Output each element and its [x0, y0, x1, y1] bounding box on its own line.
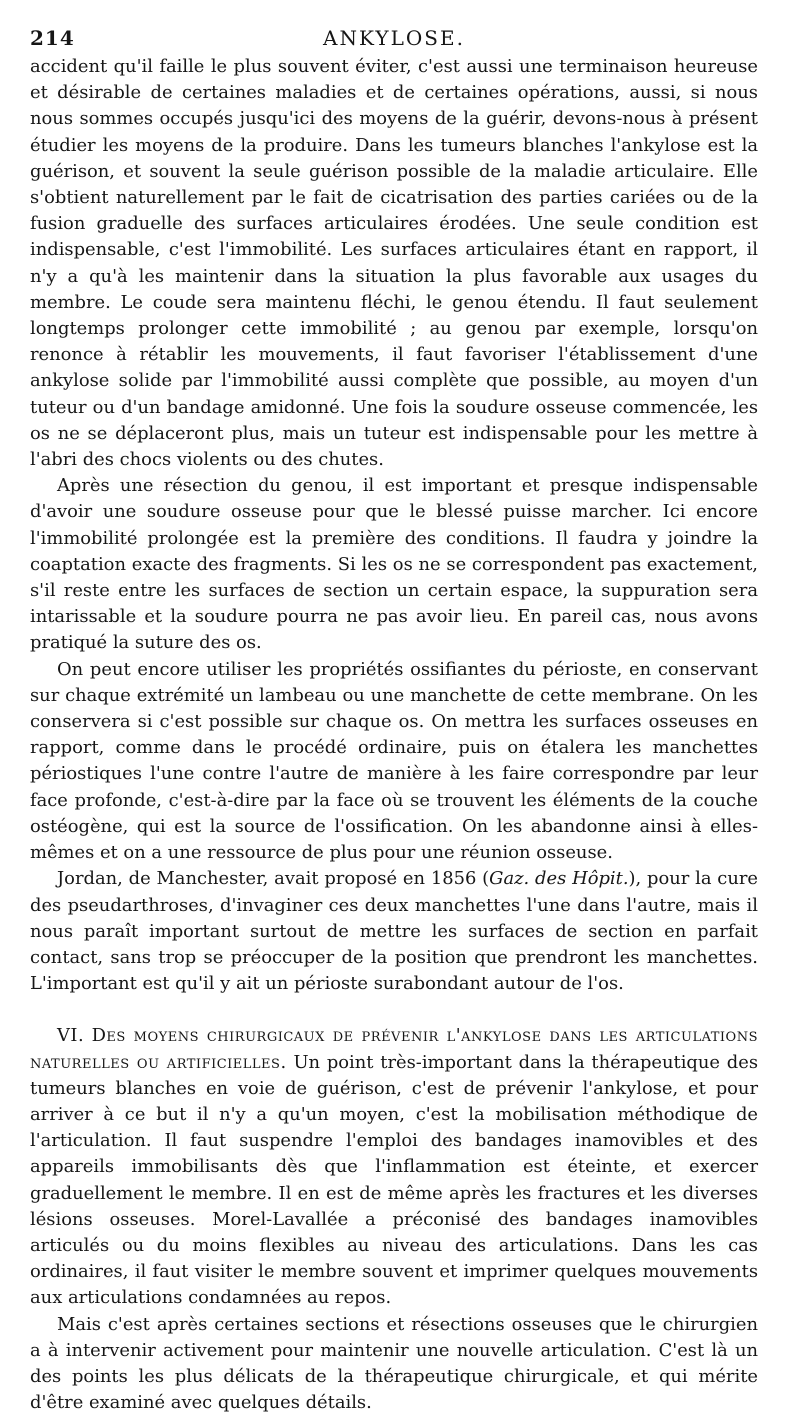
section-number: VI. — [57, 1025, 85, 1047]
section-body: Un point très-important dans la thérapeutique des tumeurs blanches en voie de guérison, c'est de prévenir l'ankylose, et pour arriver à ce but il n'y a qu'un moyen, c'est la mobilisation méthodique de l'articulation. Il faut suspendre l'emploi des bandages inamovibles et des appareils immobilisants dès que l'inflammation est éteinte, et exercer graduellement le membre. Il en est de même après les fractures et les diverses lésions osseuses. Morel-Lavallée a préconisé des bandages inamovibles articulés ou du moins flexibles au niveau des articulations. Dans les cas ordinaires, il faut visiter le membre souvent et imprimer quelques mouvements aux articulations condamnées au repos. — [30, 1051, 759, 1309]
paragraph-resection-genou: Après une résection du genou, il est important et presque indispensable d'avoir une soudure osseuse pour que le blessé puisse marcher. Ici encore l'immobilité prolongée est la première des conditions. Il faudra y joindre la coaptation exacte des fragments. Si les os ne se correspondent pas exactement, s'il reste entre les surfaces de section un certain espace, la suppuration sera intarissable et la soudure pourra ne pas avoir lieu. En pareil cas, nous avons pratiqué la suture des os. — [30, 475, 758, 654]
jordan-text-after: ), pour la cure des pseudarthroses, d'invaginer ces deux manchettes l'une dans l'autre, mais il nous paraît important surtout de mettre les surfaces de section en parfait contact, sans trop se préoccuper de la position que prendront les manchettes. L'important est qu'il y ait un périoste surabondant autour de l'os. — [30, 868, 758, 995]
section-heading: Des moyens chirurgicaux de prévenir l'ankylose dans les articulations naturelles ou artificielles. — [30, 1025, 758, 1073]
jordan-text-before: Jordan, de Manchester, avait proposé en 1856 ( — [57, 868, 490, 890]
section-gap — [30, 997, 758, 1023]
journal-citation: Gaz. des Hôpit. — [489, 868, 629, 890]
paragraph-jordan — [30, 866, 758, 997]
body-text — [30, 54, 758, 1416]
running-head — [30, 22, 758, 52]
paragraph-continued: accident qu'il faille le plus souvent éviter, c'est aussi une terminaison heureuse et désirable de certaines maladies et de certaines opérations, aussi, si nous nous sommes occupés jusqu'ici des moyens de la guérir, devons-nous à présent étudier les moyens de la produire. Dans les tumeurs blanches l'ankylose est la guérison, et souvent la seule guérison possible de la maladie articulaire. Elle s'obtient naturellement par le fait de cicatrisation des parties cariées ou de la fusion graduelle des surfaces articulaires érodées. Une seule condition est indispensable, c'est l'immobilité. Les surfaces articulaires étant en rapport, il n'y a qu'à les maintenir dans la situation la plus favorable aux usages du membre. Le coude sera maintenu fléchi, le genou étendu. Il faut seulement longtemps prolonger cette immobilité ; au genou par exemple, lorsqu'on renonce à rétablir les mouvements, il faut favoriser l'établissement d'une ankylose solide par l'immobilité aussi complète que possible, au moyen d'un tuteur ou d'un bandage amidonné. Une fois la soudure osseuse commencée, les os ne se déplaceront plus, mais un tuteur est indispensable pour les mettre à l'abri des chocs violents ou des chutes. — [30, 56, 758, 471]
paragraph-perioste: On peut encore utiliser les propriétés ossifiantes du périoste, en conservant sur chaque extrémité un lambeau ou une manchette de cette membrane. On les conservera si c'est possible sur chaque os. On mettra les surfaces osseuses en rapport, comme dans le procédé ordinaire, puis on étalera les manchettes périostiques l'une contre l'autre de manière à les faire correspondre par leur face profonde, c'est-à-dire par la face où se trouvent les éléments de la couche ostéogène, qui est la source de l'ossification. On les abandonne ainsi à elles-mêmes et on a une ressource de plus pour une réunion osseuse. — [30, 658, 758, 864]
paragraph-final: Mais c'est après certaines sections et résections osseuses que le chirurgien a à intervenir activement pour maintenir une nouvelle articulation. C'est là un des points les plus délicats de la thérapeutique chirurgicale, et qui mérite d'être examiné avec quelques détails. — [30, 1313, 758, 1414]
running-title: ANKYLOSE. — [323, 26, 465, 50]
section-vi — [30, 1023, 758, 1311]
page-number: 214 — [30, 26, 75, 50]
